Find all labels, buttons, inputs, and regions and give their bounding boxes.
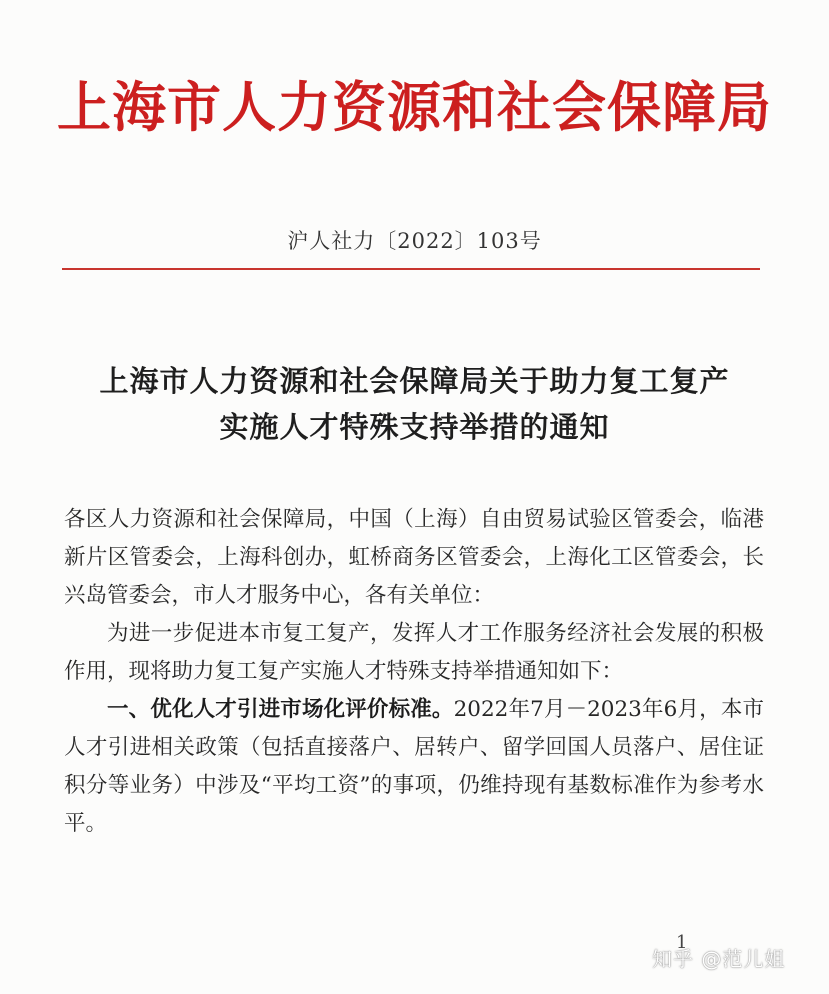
intro-paragraph: 为进一步促进本市复工复产，发挥人才工作服务经济社会发展的积极作用，现将助力复工复产实施人才特殊支持举措通知如下：	[64, 621, 764, 684]
document-body	[64, 501, 764, 843]
letterhead-divider	[62, 268, 760, 270]
title-line-1: 上海市人力资源和社会保障局关于助力复工复产	[99, 364, 730, 398]
title-line-2: 实施人才特殊支持举措的通知	[219, 410, 610, 444]
item-1-text: 2022年7月－2023年6月，本市人才引进相关政策（包括直接落户、居转户、留学回国人员落户、居住证积分等业务）中涉及“平均工资”的事项，仍维持现有基数标准作为参考水平。	[64, 697, 764, 836]
item-1-paragraph	[64, 691, 764, 843]
recipients-paragraph: 各区人力资源和社会保障局，中国（上海）自由贸易试验区管委会，临港新片区管委会，上海科创办，虹桥商务区管委会，上海化工区管委会，长兴岛管委会，市人才服务中心，各有关单位：	[64, 507, 764, 608]
document-number: 沪人社力〔2022〕103号	[287, 229, 542, 253]
watermark: 知乎 @范儿姐	[652, 947, 786, 971]
page-number: 1	[676, 932, 688, 953]
item-1-heading: 一、优化人才引进市场化评价标准。	[107, 697, 454, 722]
document-title	[0, 358, 829, 450]
letterhead-agency-name: 上海市人力资源和社会保障局	[57, 75, 772, 139]
